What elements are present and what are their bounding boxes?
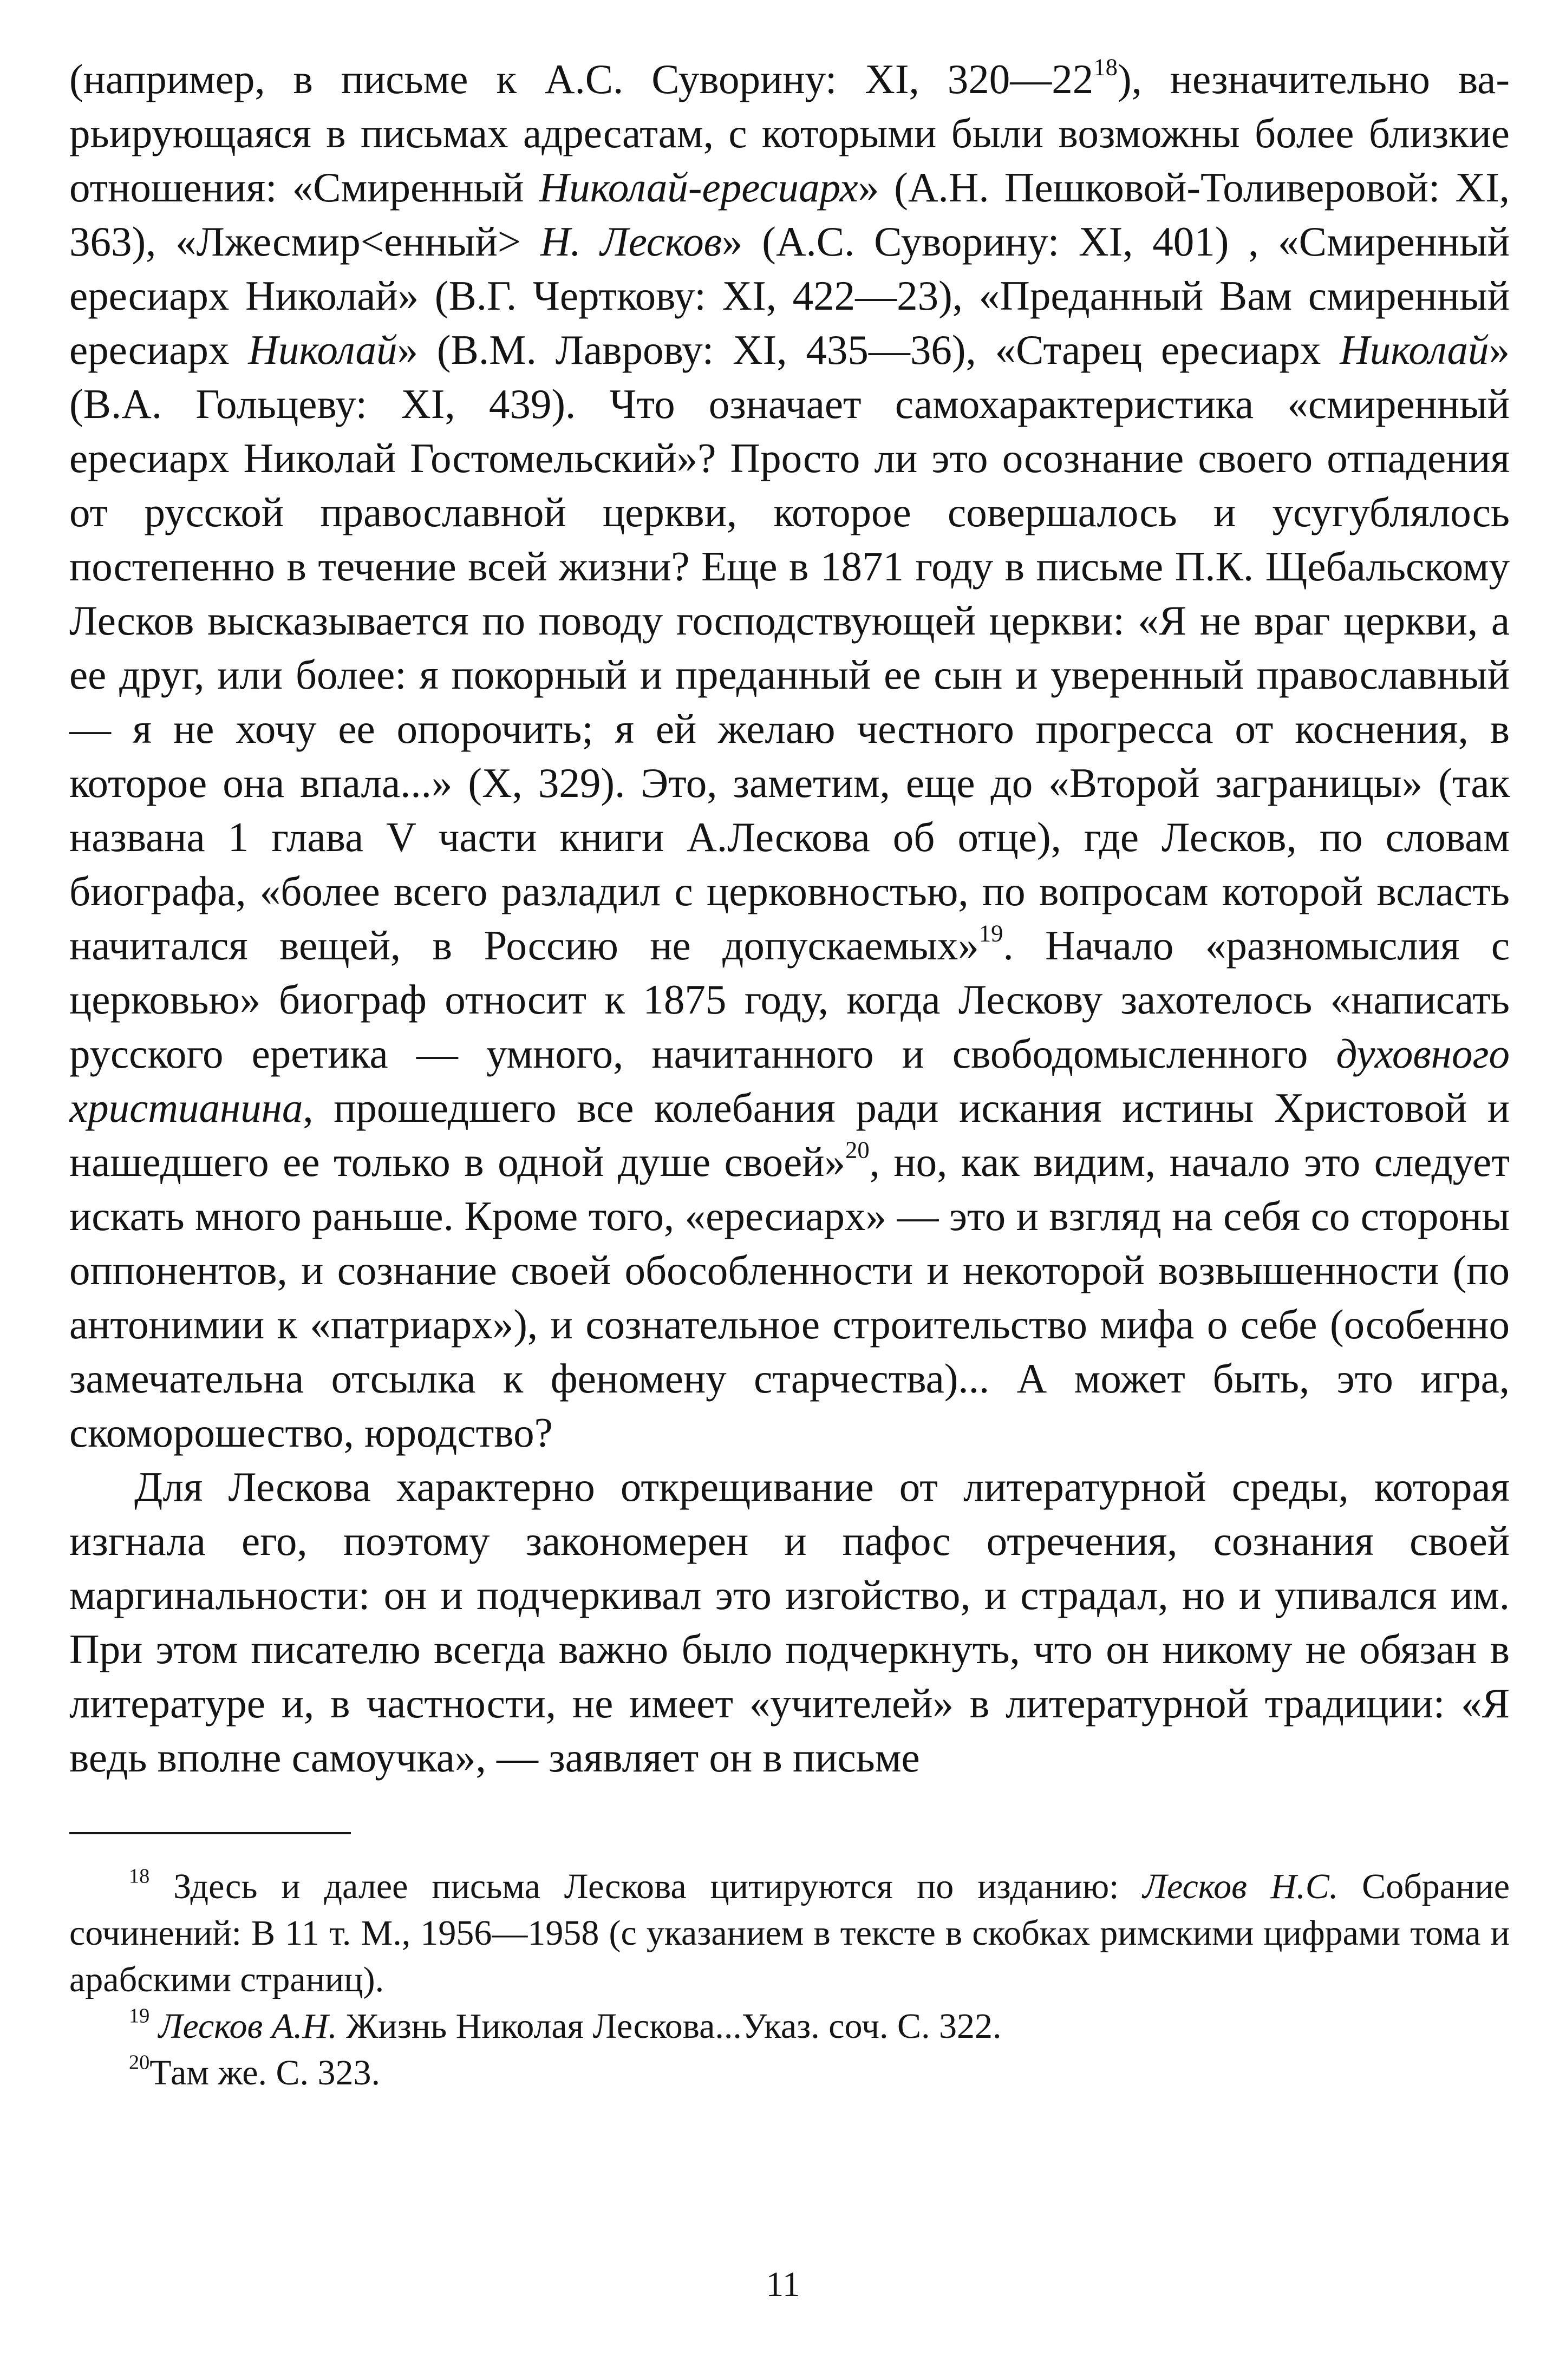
text-run: (например, в письме к А.С. Суворину: XI, 320—22: [69, 56, 1094, 102]
italic-run: Николай-ересиарх: [539, 164, 858, 211]
paragraph-1: [69, 52, 1510, 1460]
italic-run: Николай: [1340, 326, 1489, 373]
text-run: » (В.А. Гольцеву: XI, 439). Что означает самохарактеристика «смиренный ересиарх Николай Гостомельский»? Просто ли это осознание своего отпадения от русской православной церкви, которое совершалось и усугублялось постепенно в течение всей жизни? Еще в 1871 году в письме П.К. Щебальскому Лесков высказывается по поводу господствующей церкви: «Я не враг церкви, а ее друг, или более: я покорный и преданный ее сын и уверенный православный — я не хочу ее опорочить; я ей желаю честного прогресса от коснения, в которое она впала...» (X, 329). Это, заметим, еще до «Второй заграницы» (так названа 1 глава V части книги А.Лескова об отце), где Лесков, по словам биографа, «более всего разладил с церковностью, по вопросам которой всласть начитался вещей, в Россию не допускаемых»: [69, 326, 1510, 969]
italic-run: Н. Лесков: [540, 218, 722, 265]
main-text: [69, 52, 1510, 1784]
text-run: » (А.С. Суворину: XI, 401) , «Смиренный ересиарх Николай» (В.Г. Черткову: XI, 422—23), «Преданный Вам смиренный ересиарх: [69, 218, 1510, 373]
text-run: ), незначительно варьирующаяся в письмах адресатам, с которыми были возможны более близкие отношения: «Смиренный: [69, 56, 1510, 211]
footnotes: [69, 1864, 1510, 2096]
text-run: , но, как видим, начало это следует искать много раньше. Кроме того, «ересиарх» — это и взгляд на себя со стороны оппонентов, и сознание своей обособленности и некоторой возвышенности (по антонимии к «патриарх»), и сознательное строительство мифа о себе (особенно замечательна отсылка к феномену старчества)... А может быть, это игра, скоморошество, юродство?: [69, 1139, 1510, 1456]
footnote-ref-19: 19: [978, 919, 1003, 947]
page: [69, 52, 1510, 2096]
footnote-19: [69, 2003, 1510, 2050]
footnote-ref-20: 20: [845, 1136, 870, 1163]
footnote-ref-18: 18: [1093, 53, 1118, 81]
footnote-author: Лесков Н.С.: [1143, 1867, 1339, 1906]
text-run: . Начало «разномыслия с церковью» биограф относит к 1875 году, когда Лескову захотелось «написать русского еретика — умного, начитанного и свободомысленного: [69, 922, 1510, 1077]
text-run: » (А.Н. Пешковой-Толиверовой: XI, 363), «Лжесмир<енный>: [69, 164, 1510, 265]
text-run: , прошедшего все колебания ради искания истины Христовой и нашедшего ее только в одной душе своей»: [69, 1084, 1510, 1185]
footnote-mark: 18: [129, 1865, 150, 1888]
italic-run: духовного христианина: [69, 1030, 1510, 1131]
footnote-text: Там же. С. 323.: [149, 2053, 381, 2093]
footnote-mark: 19: [129, 2004, 150, 2028]
italic-run: Николай: [248, 326, 397, 373]
footnote-text: Собрание сочинений: В 11 т. М., 1956—1958 (с указанием в тексте в скобках римскими цифрами тома и арабскими страниц).: [69, 1867, 1510, 1999]
paragraph-2: Для Лескова характерно открещивание от литературной среды, которая изгнала его, поэтому закономерен и пафос отречения, сознания своей маргинальности: он и подчеркивал это изгойство, и страдал, но и упивался им. При этом писателю всегда важно было подчеркнуть, что он никому не обязан в литературе и, в частности, не имеет «учителей» в литературной традиции: «Я ведь вполне самоучка», — заявляет он в письме: [69, 1463, 1510, 1781]
footnote-text: Жизнь Николая Лескова...Указ. соч. С. 322.: [337, 2006, 1002, 2046]
page-number: 11: [766, 2265, 800, 2304]
footnote-author: Лесков А.Н.: [158, 2006, 337, 2046]
footnote-20: [69, 2050, 1510, 2096]
text-run: » (В.М. Лаврову: XI, 435—36), «Старец ересиарх: [397, 326, 1340, 373]
footnote-18: [69, 1864, 1510, 2003]
footnote-divider: [69, 1832, 351, 1834]
footnote-mark: 20: [129, 2051, 150, 2074]
footnote-text: Здесь и далее письма Лескова цитируются по изданию:: [149, 1867, 1143, 1906]
